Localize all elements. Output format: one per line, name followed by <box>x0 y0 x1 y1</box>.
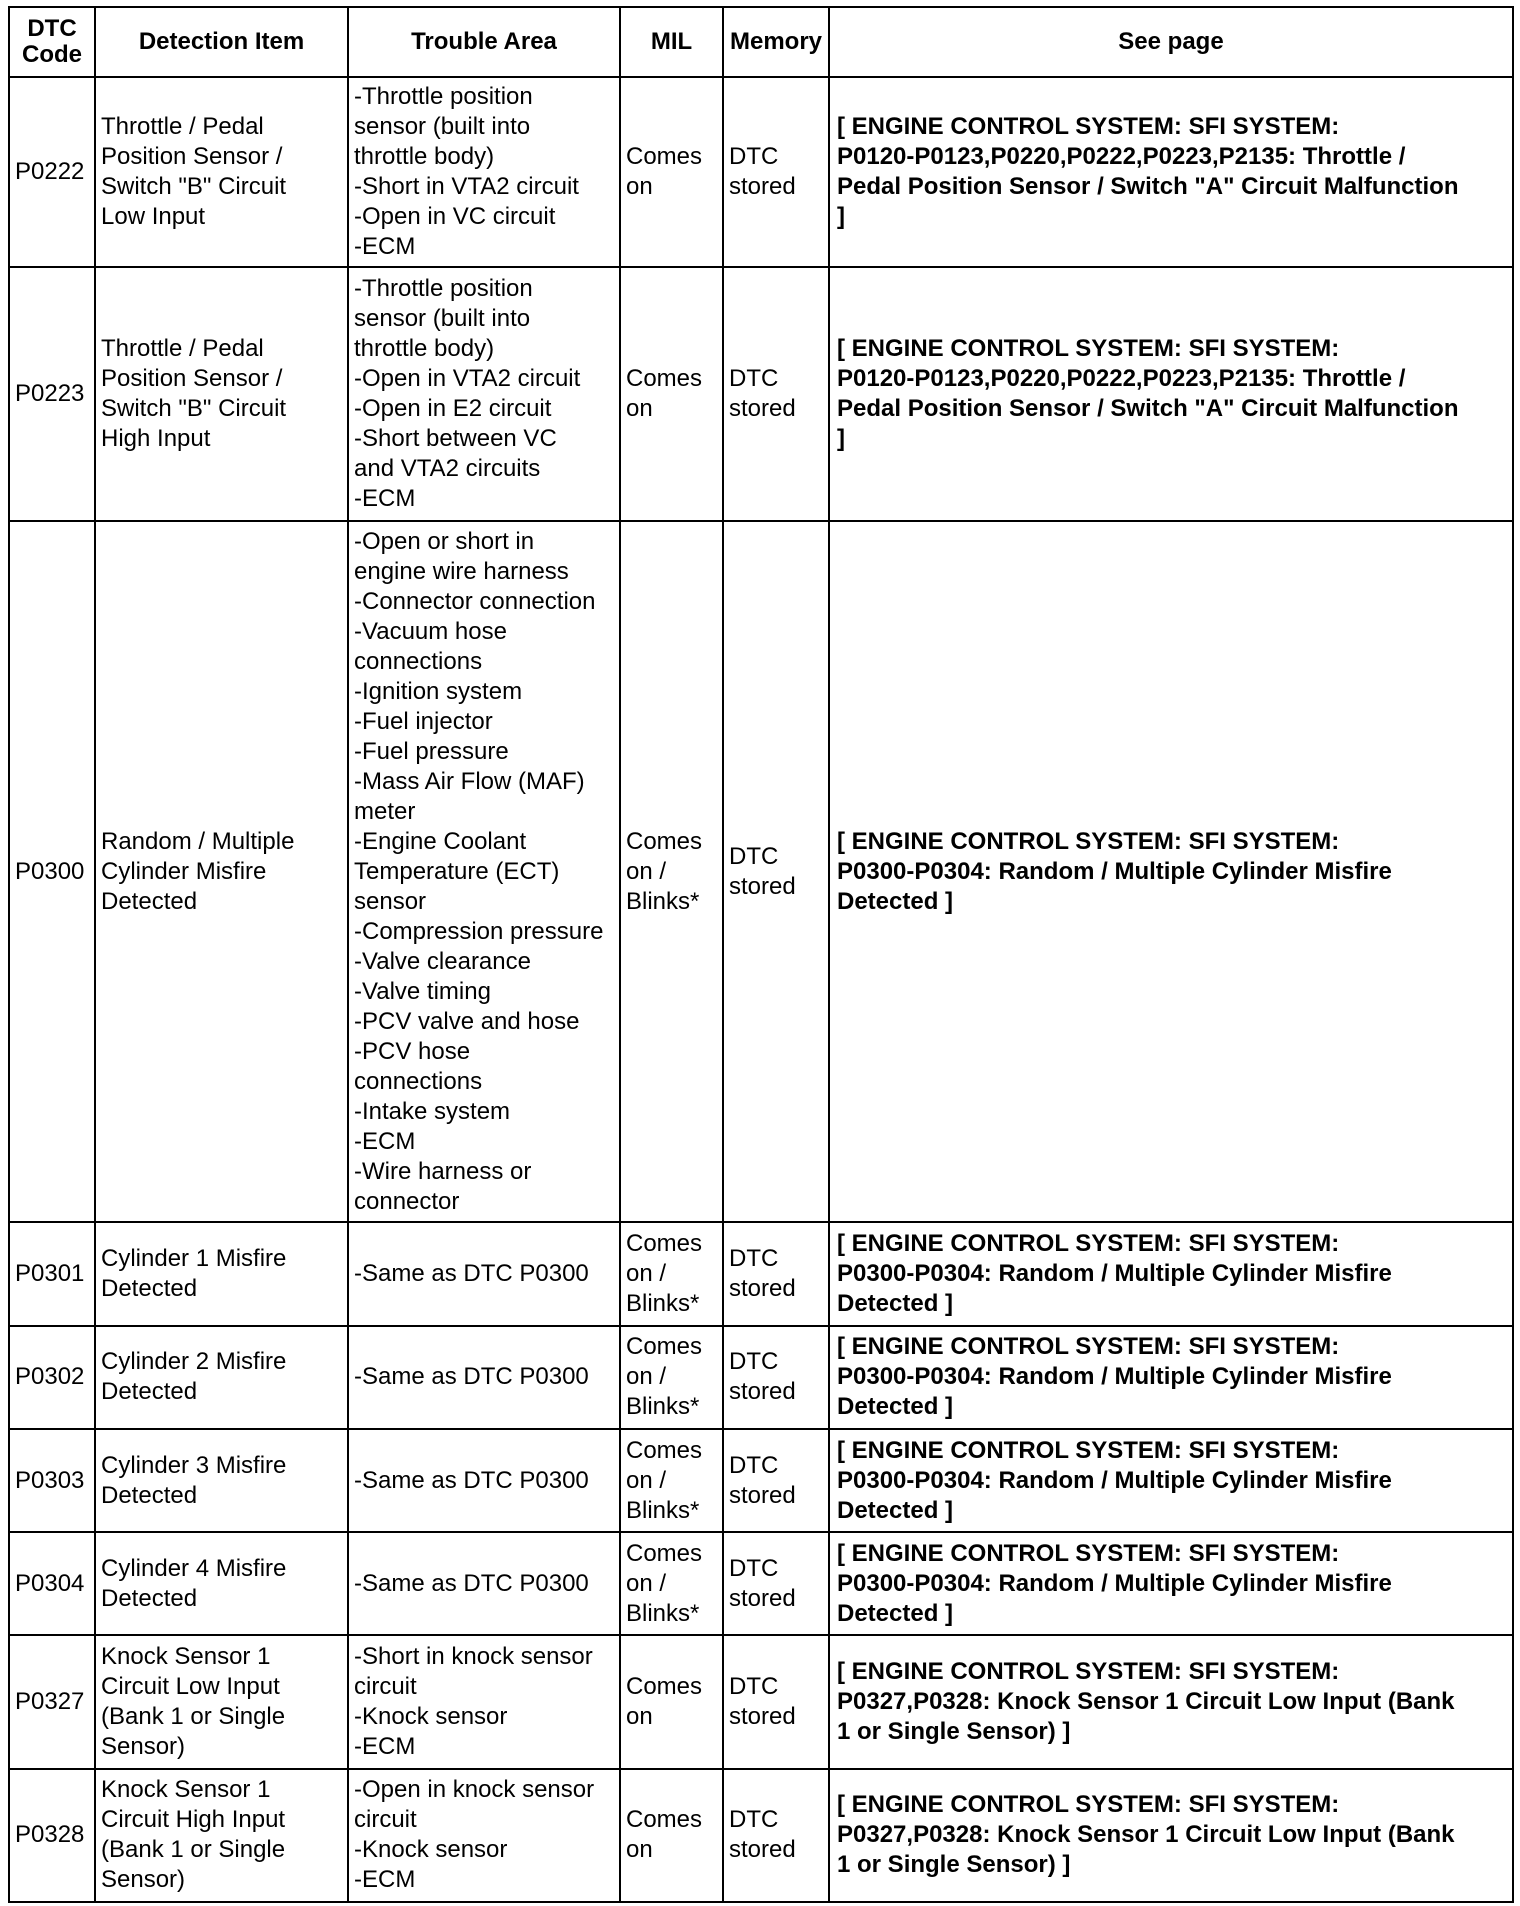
header-row <box>9 7 1513 77</box>
see-page-link[interactable]: [ ENGINE CONTROL SYSTEM: SFI SYSTEM: P0300-P0304: Random / Multiple Cylinder Misfire Detected ] <box>829 1326 1513 1429</box>
see-page-link[interactable]: [ ENGINE CONTROL SYSTEM: SFI SYSTEM: P0327,P0328: Knock Sensor 1 Circuit Low Input (Bank 1 or Single Sensor) ] <box>829 1769 1513 1902</box>
detection-item-cell: Throttle / Pedal Position Sensor / Switch "B" Circuit Low Input <box>95 77 348 267</box>
memory-cell: DTC stored <box>723 1532 829 1635</box>
see-page-link[interactable]: [ ENGINE CONTROL SYSTEM: SFI SYSTEM: P0327,P0328: Knock Sensor 1 Circuit Low Input (Bank 1 or Single Sensor) ] <box>829 1635 1513 1768</box>
detection-item-cell: Knock Sensor 1 Circuit Low Input (Bank 1 or Single Sensor) <box>95 1635 348 1768</box>
trouble-area-cell: -Same as DTC P0300 <box>348 1326 620 1429</box>
table-row <box>9 1222 1513 1325</box>
mil-cell: Comes on / Blinks* <box>620 1429 723 1532</box>
trouble-area-cell: -Throttle position sensor (built into throttle body) -Open in VTA2 circuit -Open in E2 circuit -Short between VC and VTA2 circuits -ECM <box>348 267 620 521</box>
header-detection-item: Detection Item <box>95 7 348 77</box>
detection-item-cell: Cylinder 2 Misfire Detected <box>95 1326 348 1429</box>
memory-cell: DTC stored <box>723 267 829 521</box>
mil-cell: Comes on <box>620 1769 723 1902</box>
header-trouble-area: Trouble Area <box>348 7 620 77</box>
table-row <box>9 1635 1513 1768</box>
detection-item-cell: Cylinder 4 Misfire Detected <box>95 1532 348 1635</box>
detection-item-cell: Knock Sensor 1 Circuit High Input (Bank 1 or Single Sensor) <box>95 1769 348 1902</box>
table-row <box>9 1769 1513 1902</box>
memory-cell: DTC stored <box>723 1326 829 1429</box>
see-page-link[interactable]: [ ENGINE CONTROL SYSTEM: SFI SYSTEM: P0300-P0304: Random / Multiple Cylinder Misfire Detected ] <box>829 1222 1513 1325</box>
detection-item-cell: Cylinder 1 Misfire Detected <box>95 1222 348 1325</box>
detection-item-cell: Random / Multiple Cylinder Misfire Detected <box>95 521 348 1223</box>
see-page-link[interactable]: [ ENGINE CONTROL SYSTEM: SFI SYSTEM: P0300-P0304: Random / Multiple Cylinder Misfire Detected ] <box>829 1532 1513 1635</box>
trouble-area-cell: -Same as DTC P0300 <box>348 1222 620 1325</box>
mil-cell: Comes on / Blinks* <box>620 1532 723 1635</box>
header-mil: MIL <box>620 7 723 77</box>
trouble-area-cell: -Open in knock sensor circuit -Knock sensor -ECM <box>348 1769 620 1902</box>
dtc-code-cell: P0302 <box>9 1326 95 1429</box>
see-page-link[interactable]: [ ENGINE CONTROL SYSTEM: SFI SYSTEM: P0120-P0123,P0220,P0222,P0223,P2135: Throttle / Pedal Position Sensor / Switch "A" Circuit Malfunction ] <box>829 77 1513 267</box>
dtc-code-cell: P0328 <box>9 1769 95 1902</box>
table-row <box>9 1326 1513 1429</box>
table-row <box>9 1532 1513 1635</box>
dtc-code-cell: P0222 <box>9 77 95 267</box>
detection-item-cell: Throttle / Pedal Position Sensor / Switch "B" Circuit High Input <box>95 267 348 521</box>
memory-cell: DTC stored <box>723 77 829 267</box>
dtc-code-cell: P0223 <box>9 267 95 521</box>
see-page-link[interactable]: [ ENGINE CONTROL SYSTEM: SFI SYSTEM: P0300-P0304: Random / Multiple Cylinder Misfire Detected ] <box>829 521 1513 1223</box>
detection-item-cell: Cylinder 3 Misfire Detected <box>95 1429 348 1532</box>
table-row <box>9 521 1513 1223</box>
table-row <box>9 267 1513 521</box>
dtc-code-cell: P0327 <box>9 1635 95 1768</box>
mil-cell: Comes on <box>620 1635 723 1768</box>
mil-cell: Comes on / Blinks* <box>620 521 723 1223</box>
header-see-page: See page <box>829 7 1513 77</box>
table-row <box>9 77 1513 267</box>
dtc-table <box>8 6 1514 1903</box>
header-memory: Memory <box>723 7 829 77</box>
mil-cell: Comes on / Blinks* <box>620 1222 723 1325</box>
table-row <box>9 1429 1513 1532</box>
trouble-area-cell: -Same as DTC P0300 <box>348 1429 620 1532</box>
trouble-area-cell: -Same as DTC P0300 <box>348 1532 620 1635</box>
mil-cell: Comes on / Blinks* <box>620 1326 723 1429</box>
memory-cell: DTC stored <box>723 1429 829 1532</box>
trouble-area-cell: -Short in knock sensor circuit -Knock sensor -ECM <box>348 1635 620 1768</box>
mil-cell: Comes on <box>620 267 723 521</box>
memory-cell: DTC stored <box>723 1769 829 1902</box>
trouble-area-cell: -Open or short in engine wire harness -Connector connection -Vacuum hose connections -Ignition system -Fuel injector -Fuel pressure -Mass Air Flow (MAF) meter -Engine Coolant Temperature (ECT) sensor -Compression pressure -Valve clearance -Valve timing -PCV valve and hose -PCV hose connections -Intake system -ECM -Wire harness or connector <box>348 521 620 1223</box>
see-page-link[interactable]: [ ENGINE CONTROL SYSTEM: SFI SYSTEM: P0300-P0304: Random / Multiple Cylinder Misfire Detected ] <box>829 1429 1513 1532</box>
dtc-code-cell: P0301 <box>9 1222 95 1325</box>
mil-cell: Comes on <box>620 77 723 267</box>
memory-cell: DTC stored <box>723 1635 829 1768</box>
trouble-area-cell: -Throttle position sensor (built into throttle body) -Short in VTA2 circuit -Open in VC circuit -ECM <box>348 77 620 267</box>
dtc-code-cell: P0300 <box>9 521 95 1223</box>
memory-cell: DTC stored <box>723 521 829 1223</box>
dtc-code-cell: P0304 <box>9 1532 95 1635</box>
header-dtc-code: DTC Code <box>9 7 95 77</box>
memory-cell: DTC stored <box>723 1222 829 1325</box>
see-page-link[interactable]: [ ENGINE CONTROL SYSTEM: SFI SYSTEM: P0120-P0123,P0220,P0222,P0223,P2135: Throttle / Pedal Position Sensor / Switch "A" Circuit Malfunction ] <box>829 267 1513 521</box>
dtc-code-cell: P0303 <box>9 1429 95 1532</box>
